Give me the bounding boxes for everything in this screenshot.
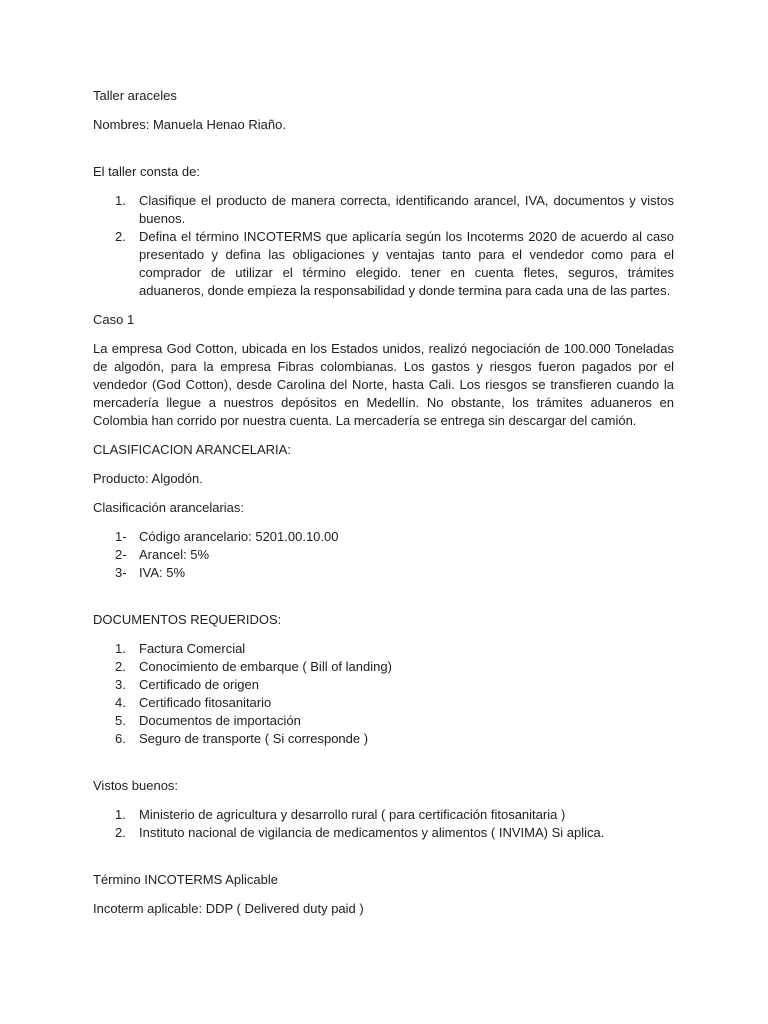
list-item-text: Clasifique el producto de manera correcta, identificando arancel, IVA, documentos y vistos buenos.: [139, 193, 674, 226]
list-number: 2-: [115, 547, 127, 562]
list-number: 6.: [115, 731, 126, 746]
list-item-text: Seguro de transporte ( Si corresponde ): [139, 731, 369, 746]
document-page: [93, 87, 674, 918]
list-item-text: Ministerio de agricultura y desarrollo rural ( para certificación fitosanitaria ): [139, 807, 566, 822]
list-item: [93, 694, 674, 712]
list-item: [93, 730, 674, 748]
list-item: [93, 528, 674, 546]
list-item: [93, 228, 674, 300]
approvals-list: [93, 806, 674, 842]
incoterm-text: Incoterm aplicable: DDP ( Delivered duty paid ): [93, 901, 364, 916]
task-list: [93, 192, 674, 300]
product-line: Producto: Algodón.: [93, 471, 203, 486]
list-item-text: Factura Comercial: [139, 641, 246, 656]
list-number: 5.: [115, 713, 126, 728]
list-item-text: Conocimiento de embarque ( Bill of landing): [139, 659, 392, 674]
list-number: 1.: [115, 807, 126, 822]
list-item: [93, 824, 674, 842]
list-number: 1.: [115, 193, 126, 208]
list-item: [93, 564, 674, 582]
incoterm-heading: Término INCOTERMS Aplicable: [93, 872, 278, 887]
list-item-text: Certificado de origen: [139, 677, 259, 692]
list-item-text: Documentos de importación: [139, 713, 301, 728]
list-number: 2.: [115, 825, 126, 840]
list-number: 3-: [115, 565, 127, 580]
case-title: Caso 1: [93, 312, 135, 327]
list-number: 1.: [115, 641, 126, 656]
student-names: Nombres: Manuela Henao Riaño.: [93, 117, 286, 132]
classification-list: [93, 528, 674, 582]
list-item: [93, 546, 674, 564]
list-item: [93, 640, 674, 658]
list-item: [93, 806, 674, 824]
list-item-text: Arancel: 5%: [139, 547, 210, 562]
intro-text: El taller consta de:: [93, 164, 200, 179]
list-item: [93, 192, 674, 228]
classification-heading: CLASIFICACION ARANCELARIA:: [93, 442, 291, 457]
list-item: [93, 658, 674, 676]
list-item-text: Certificado fitosanitario: [139, 695, 272, 710]
classification-label: Clasificación arancelarias:: [93, 500, 245, 515]
documents-heading: DOCUMENTOS REQUERIDOS:: [93, 612, 282, 627]
documents-list: [93, 640, 674, 748]
document-title: Taller araceles: [93, 88, 177, 103]
case-text: La empresa God Cotton, ubicada en los Estados unidos, realizó negociación de 100.000 Toneladas de algodón, para la empresa Fibras colombianas. Los gastos y riesgos fueron pagados por el vendedor (God Cotton), desde Carolina del Norte, hasta Cali. Los riesgos se transfieren cuando la mercadería llegue a nuestros depósitos en Medellín. No obstante, los trámites aduaneros en Colombia han corrido por nuestra cuenta. La mercadería se entrega sin descargar del camión.: [93, 341, 674, 428]
list-number: 2.: [115, 229, 126, 244]
list-item-text: Código arancelario: 5201.00.10.00: [139, 529, 339, 544]
list-number: 1-: [115, 529, 127, 544]
list-item: [93, 676, 674, 694]
approvals-heading: Vistos buenos:: [93, 778, 179, 793]
list-number: 3.: [115, 677, 126, 692]
list-item-text: Defina el término INCOTERMS que aplicaría según los Incoterms 2020 de acuerdo al caso presentado y defina las obligaciones y ventajas tanto para el vendedor como para el comprador de utilizar el término elegido. tener en cuenta fletes, seguros, trámites aduaneros, donde empieza la responsabilidad y donde termina para cada una de las partes.: [139, 229, 674, 298]
list-item-text: Instituto nacional de vigilancia de medicamentos y alimentos ( INVIMA) Si aplica.: [139, 825, 605, 840]
list-item-text: IVA: 5%: [139, 565, 186, 580]
list-number: 2.: [115, 659, 126, 674]
list-number: 4.: [115, 695, 126, 710]
list-item: [93, 712, 674, 730]
